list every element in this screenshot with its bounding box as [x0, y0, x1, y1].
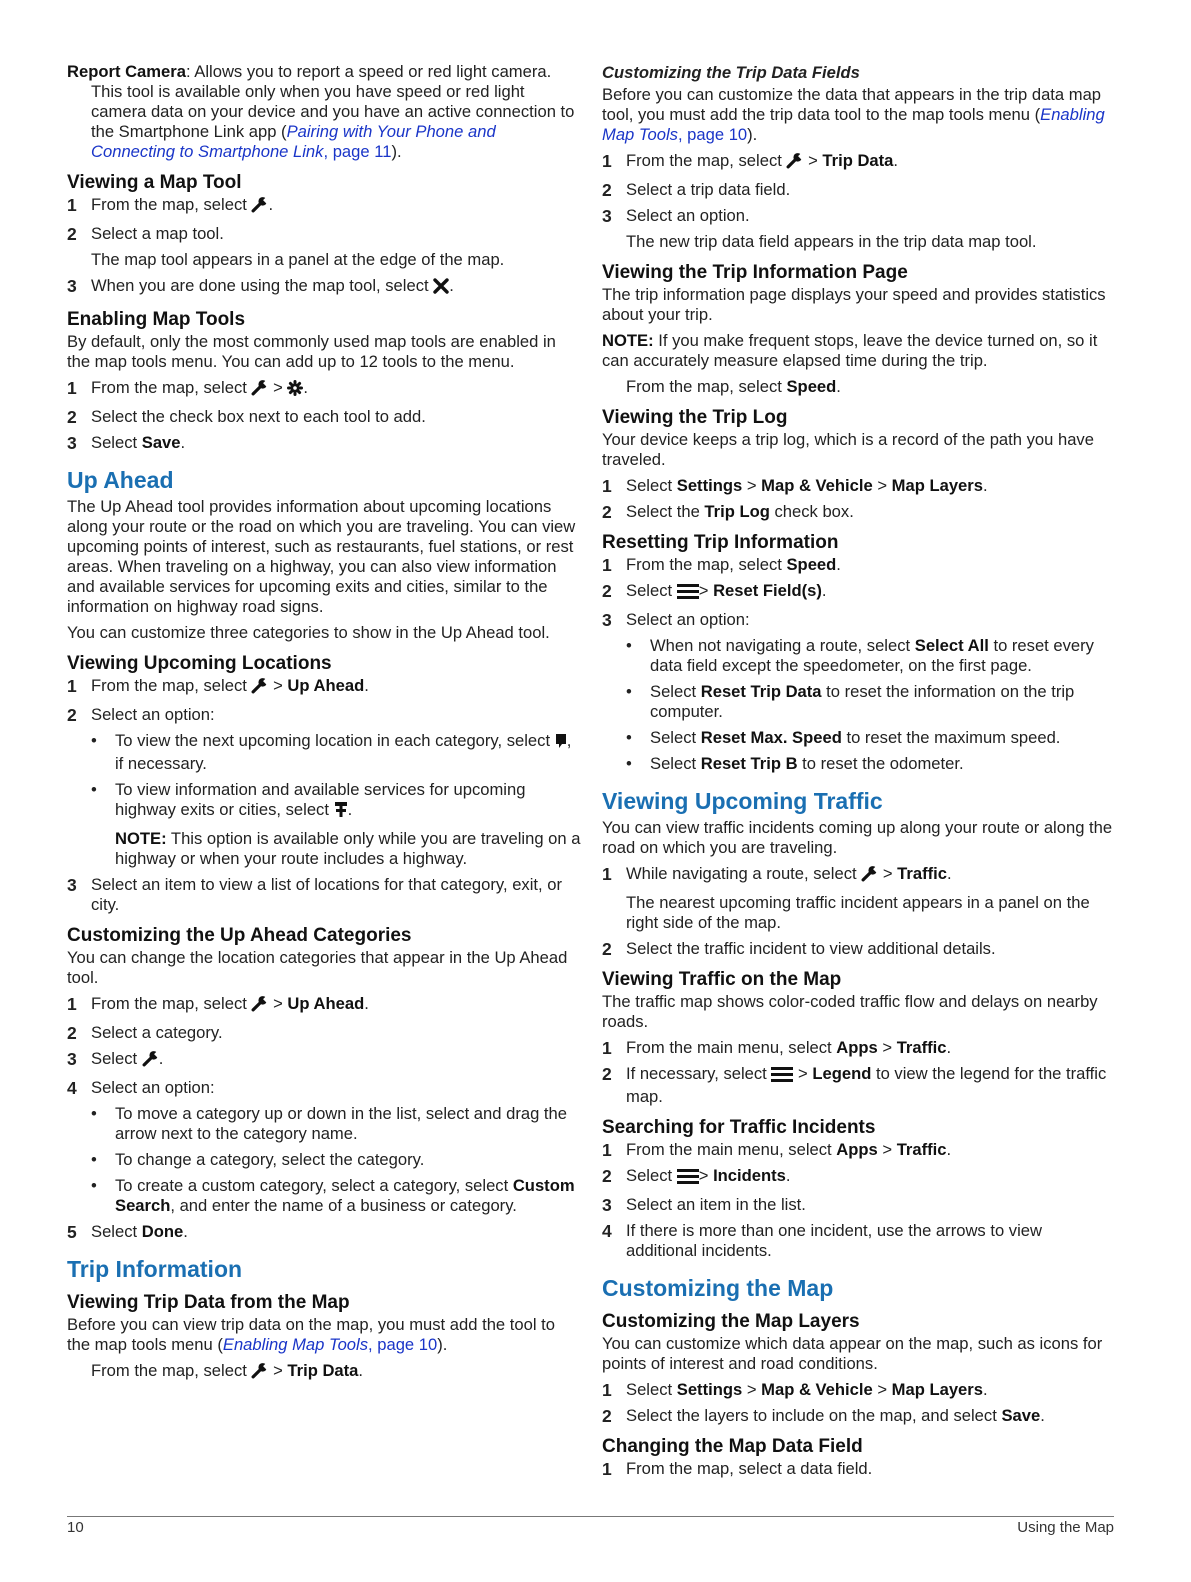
up-ahead-p2: You can customize three categories to show in the Up Ahead tool.: [67, 623, 550, 642]
step: 1 While navigating a route, select > Traffic.: [602, 864, 1117, 887]
step-text: Select the check box next to each tool to add.: [91, 407, 426, 426]
bullet-item: • To view the next upcoming location in each category, select , if necessary.: [91, 731, 572, 773]
traffic-on-map-heading: Viewing Traffic on the Map: [602, 969, 842, 990]
bullet-text: To change a category, select the category.: [115, 1150, 425, 1169]
up-ahead-heading: Up Ahead: [67, 467, 174, 493]
trip-log-heading: Viewing the Trip Log: [602, 407, 788, 428]
step: 1 From the main menu, select Apps > Traffic.: [602, 1140, 952, 1160]
bullet-text: Select: [650, 754, 701, 773]
step: 3 Select .: [67, 1049, 582, 1072]
note-text: If you make frequent stops, leave the device turned on, so it can accurately measure elapsed time during the trip.: [602, 331, 1098, 370]
step: 2 Select the Trip Log check box.: [602, 502, 854, 522]
ui-label: Incidents: [713, 1166, 786, 1185]
ui-label: Traffic: [896, 1140, 947, 1159]
step: 1 From the map, select Speed.: [602, 555, 841, 575]
step-text: From the map, select: [91, 676, 247, 695]
step: 2 Select > Incidents.: [602, 1166, 1117, 1189]
bullet-text: to reset every data field except the speedometer, on the first page.: [650, 636, 1094, 675]
bullet-text: , and enter the name of a business or category.: [170, 1196, 517, 1215]
wrench-icon: [142, 1050, 159, 1072]
customizing-map-heading: Customizing the Map: [602, 1275, 834, 1301]
step-text: Select a category.: [91, 1023, 223, 1042]
note-text: This option is available only while you are traveling on a highway or when your route includes a highway.: [115, 829, 581, 868]
step: 2 Select the check box next to each tool to add.: [67, 407, 582, 427]
step-text: check box.: [774, 502, 854, 521]
intro-close: ).: [747, 125, 758, 144]
upcoming-traffic-intro: You can view traffic incidents coming up along your route or along the road on which you are traveling.: [602, 818, 1113, 857]
note: [602, 331, 1117, 371]
link-text[interactable]: Enabling Map Tools: [602, 105, 1105, 144]
bullet-item: • Select Reset Trip Data to reset the information on the trip computer.: [626, 682, 1075, 721]
step-text: Select a trip data field.: [626, 180, 791, 199]
intro-text: Before you can view trip data on the map, you must add the tool to the map tools menu (: [67, 1315, 555, 1354]
trip-info-page-intro: The trip information page displays your speed and provides statistics about your trip.: [602, 285, 1106, 324]
map-data-field-heading: Changing the Map Data Field: [602, 1436, 863, 1457]
bullet-item: • Select Reset Max. Speed to reset the maximum speed.: [626, 728, 1061, 747]
step: 1 From the map, select > Up Ahead.: [67, 994, 582, 1017]
bullet-item: • To change a category, select the category.: [67, 1150, 582, 1170]
ui-label: Select All: [914, 636, 989, 655]
step: 3 When you are done using the map tool, select .: [67, 276, 582, 299]
ui-label: Apps: [836, 1140, 878, 1159]
ui-label: Trip Log: [704, 502, 770, 521]
ui-label: Trip Data: [822, 151, 894, 170]
ui-label: Reset Trip B: [700, 754, 798, 773]
step-text: Select an option:: [91, 1078, 215, 1097]
step-text: Select the layers to include on the map, and select: [626, 1406, 997, 1425]
ui-label: Speed: [786, 555, 837, 574]
step-text: Select an item in the list.: [626, 1195, 806, 1214]
step: 2 Select the traffic incident to view additional details.: [602, 939, 1117, 959]
step-text: to view the legend for the traffic map.: [626, 1064, 1107, 1106]
step-text: Select: [626, 1166, 673, 1185]
ui-label: Map Layers: [891, 476, 983, 495]
step-result: The nearest upcoming traffic incident appears in a panel on the right side of the map.: [626, 893, 1090, 932]
trip-log-intro: Your device keeps a trip log, which is a record of the path you have traveled.: [602, 430, 1094, 469]
step: 1 Select Settings > Map & Vehicle > Map Layers.: [602, 1380, 988, 1400]
step-text: From the map, select: [91, 994, 247, 1013]
wrench-icon: [251, 1362, 268, 1384]
ui-label: Save: [141, 433, 181, 452]
ui-label: Trip Data: [287, 1361, 359, 1380]
bullet-item: • When not navigating a route, select Select All to reset every data field except the speedometer, on the first page.: [626, 636, 1094, 675]
step-text: Select: [91, 433, 138, 452]
step: 2 Select a map tool.: [67, 224, 582, 244]
map-layers-intro: You can customize which data appear on the map, such as icons for points of interest and road conditions.: [602, 1334, 1103, 1373]
traffic-on-map-intro: The traffic map shows color-coded traffic flow and delays on nearby roads.: [602, 992, 1098, 1031]
step-text: Select an option.: [626, 206, 750, 225]
bullet-item: • To move a category up or down in the list, select and drag the arrow next to the category name.: [67, 1104, 582, 1144]
step-text: Select: [626, 476, 673, 495]
viewing-map-tool-heading: Viewing a Map Tool: [67, 172, 242, 193]
map-layers-heading: Customizing the Map Layers: [602, 1311, 860, 1332]
step-text: Select the: [626, 502, 700, 521]
step: 1 From the map, select > Trip Data.: [602, 151, 1117, 174]
step: 1 From the map, select a data field.: [602, 1459, 1117, 1479]
step-text: While navigating a route, select: [626, 864, 857, 883]
left-column: [67, 62, 582, 1390]
step: 5 Select Done.: [67, 1222, 188, 1242]
ui-label: Reset Field(s): [713, 581, 822, 600]
resetting-trip-heading: Resetting Trip Information: [602, 532, 839, 553]
enabling-map-tools-intro: By default, only the most commonly used map tools are enabled in the map tools menu. You can add up to 12 tools to the menu.: [67, 332, 556, 371]
step-text: Select an option:: [626, 610, 750, 629]
step: 3 Select an item in the list.: [602, 1195, 1117, 1215]
bullet-text: to reset the information on the trip computer.: [650, 682, 1075, 721]
intro-text: Before you can customize the data that appears in the trip data map tool, you must add the trip data tool to the map tools menu (: [602, 85, 1102, 124]
bullet-text: , if necessary.: [115, 731, 572, 773]
step-text: Select a map tool.: [91, 224, 224, 243]
bullet-item: • Select Reset Trip B to reset the odometer.: [626, 754, 964, 773]
step: 2 Select the layers to include on the map, and select Save.: [602, 1406, 1045, 1426]
report-camera-close: ).: [391, 142, 402, 161]
wrench-icon: [861, 865, 878, 887]
right-column: [602, 62, 1117, 1485]
wrench-icon: [251, 196, 268, 218]
step: 2 Select an option:: [67, 705, 582, 725]
searching-incidents-heading: Searching for Traffic Incidents: [602, 1117, 876, 1138]
wrench-icon: [251, 995, 268, 1017]
trip-info-page-heading: Viewing the Trip Information Page: [602, 262, 908, 283]
step-text: From the main menu, select: [626, 1038, 832, 1057]
bullet-text: to reset the odometer.: [797, 754, 964, 773]
step: 1 Select Settings > Map & Vehicle > Map Layers.: [602, 476, 988, 496]
customizing-up-ahead-intro: You can change the location categories that appear in the Up Ahead tool.: [67, 948, 568, 987]
menu-icon: [677, 1168, 699, 1189]
customizing-trip-fields-intro: [602, 85, 1117, 145]
note: [67, 829, 582, 869]
wrench-icon: [251, 677, 268, 699]
wrench-icon: [251, 379, 268, 401]
step: 1 From the map, select .: [67, 195, 582, 218]
step-text: If there is more than one incident, use the arrows to view additional incidents.: [626, 1221, 1042, 1260]
step-text: Select the traffic incident to view additional details.: [626, 939, 996, 958]
intro-close: ).: [437, 1335, 448, 1354]
report-camera-desc: : Allows you to report a speed or red light camera. This tool is available only when you have speed or red light camera data on your device and you have an active connection to the Smartphone Link app (: [91, 62, 575, 141]
step: 4 Select an option:: [67, 1078, 582, 1098]
wrench-icon: [786, 152, 803, 174]
trip-information-heading: Trip Information: [67, 1256, 243, 1282]
viewing-trip-data-intro: [67, 1315, 582, 1355]
step-text: From the map, select: [91, 195, 247, 214]
step: 3 Select an item to view a list of locations for that category, exit, or city.: [67, 875, 582, 915]
menu-icon: [771, 1066, 793, 1087]
ui-label: Reset Max. Speed: [700, 728, 842, 747]
step-text: If necessary, select: [626, 1064, 767, 1083]
ui-label: Apps: [836, 1038, 878, 1057]
step-text: Select an option:: [91, 705, 215, 724]
link-page[interactable]: , page 10: [368, 1335, 438, 1354]
ui-label: Traffic: [897, 864, 947, 883]
customizing-trip-fields-heading: Customizing the Trip Data Fields: [602, 63, 860, 82]
bullet-text: Select: [650, 728, 701, 747]
step-text: When you are done using the map tool, select: [91, 276, 429, 295]
step-result: The new trip data field appears in the trip data map tool.: [626, 232, 1037, 251]
close-x-icon: [433, 278, 449, 299]
pairing-link-page[interactable]: , page 11: [323, 142, 392, 161]
up-ahead-p1: The Up Ahead tool provides information about upcoming locations along your route or the road on which you are traveling. You can view upcoming points of interest, such as restaurants, fuel stations, or rest areas. When traveling on a highway, you can also view information and available services for upcoming exits and cities, similar to the information on highway road signs.: [67, 497, 576, 616]
step-result: From the map, select Speed.: [626, 377, 841, 396]
step: 1 From the map, select > Up Ahead.: [67, 676, 582, 699]
bullet-item: • To create a custom category, select a category, select Custom Search, and enter the name of a business or category.: [91, 1176, 575, 1215]
step: 3 Select an option.: [602, 206, 1117, 226]
step-text: Select: [626, 581, 673, 600]
upcoming-traffic-heading: Viewing Upcoming Traffic: [602, 788, 883, 814]
step-text: Select: [626, 1380, 673, 1399]
ui-label: Legend: [812, 1064, 872, 1083]
step: 2 If necessary, select > Legend to view the legend for the traffic map.: [602, 1064, 1107, 1106]
bullet-item: • To view information and available services for upcoming highway exits or cities, select .: [67, 780, 582, 823]
ui-label: Done: [141, 1222, 184, 1241]
link-page[interactable]: , page 10: [677, 125, 748, 144]
bullet-text: To view the next upcoming location in each category, select: [115, 731, 551, 750]
ui-label: Save: [1001, 1406, 1041, 1425]
ui-label: Up Ahead: [287, 676, 365, 695]
bullet-text: Select: [650, 682, 701, 701]
step-text: Select: [91, 1049, 138, 1068]
ui-label: Map & Vehicle: [761, 476, 873, 495]
bullet-text: to reset the maximum speed.: [841, 728, 1061, 747]
bullet-text: When not navigating a route, select: [650, 636, 915, 655]
step-text: From the main menu, select: [626, 1140, 832, 1159]
step-text: Select an item to view a list of locations for that category, exit, or city.: [91, 875, 562, 914]
step: 2 Select > Reset Field(s).: [602, 581, 1117, 604]
marker-icon: [555, 733, 567, 754]
ui-label: Custom Search: [115, 1176, 575, 1215]
step-result: The map tool appears in a panel at the edge of the map.: [91, 250, 505, 269]
step: 2 Select a trip data field.: [602, 180, 1117, 200]
gear-icon: [287, 380, 303, 401]
ui-label: Traffic: [896, 1038, 947, 1057]
ui-label: Settings: [676, 476, 743, 495]
step-result: From the map, select > Trip Data.: [67, 1361, 582, 1384]
viewing-upcoming-heading: Viewing Upcoming Locations: [67, 653, 332, 674]
enabling-map-tools-heading: Enabling Map Tools: [67, 309, 246, 330]
menu-icon: [677, 583, 699, 604]
step-text: From the map, select: [626, 151, 782, 170]
ui-label: Speed: [786, 377, 837, 396]
customizing-up-ahead-heading: Customizing the Up Ahead Categories: [67, 925, 412, 946]
exit-sign-icon: [334, 801, 348, 823]
ui-label: Up Ahead: [287, 994, 365, 1013]
step-text: From the map, select: [626, 377, 782, 396]
bullet-text: To create a custom category, select a category, select: [115, 1176, 513, 1195]
step: 3 Select an option:: [602, 610, 1117, 630]
note-label: NOTE:: [115, 829, 167, 848]
step: 1 From the map, select > .: [67, 378, 582, 401]
step-text: From the map, select: [91, 378, 247, 397]
ui-label: Settings: [676, 1380, 743, 1399]
bullet-text: To view information and available services for upcoming highway exits or cities, select: [115, 780, 526, 819]
page-footer: [67, 1516, 1114, 1536]
step: 3 Select Save.: [67, 433, 186, 453]
enabling-map-tools-link[interactable]: [223, 1335, 437, 1354]
page-number: 10: [67, 1519, 84, 1536]
step: 2 Select a category.: [67, 1023, 582, 1043]
ui-label: Map Layers: [891, 1380, 983, 1399]
step: 4 If there is more than one incident, use the arrows to view additional incidents.: [602, 1221, 1117, 1261]
step-text: From the map, select: [91, 1361, 247, 1380]
link-text[interactable]: Enabling Map Tools: [222, 1335, 369, 1354]
ui-label: Map & Vehicle: [761, 1380, 873, 1399]
note-label: NOTE:: [602, 331, 654, 350]
report-camera-term: Report Camera: [67, 62, 186, 81]
step-text: From the map, select a data field.: [626, 1459, 873, 1478]
step-text: Select: [91, 1222, 138, 1241]
step: 1 From the main menu, select Apps > Traffic.: [602, 1038, 952, 1058]
pairing-link-text[interactable]: Pairing with Your Phone and Connecting to Smartphone Link: [91, 122, 496, 161]
ui-label: Reset Trip Data: [700, 682, 822, 701]
report-camera-definition: [67, 62, 582, 162]
bullet-text: To move a category up or down in the list, select and drag the arrow next to the category name.: [115, 1104, 567, 1143]
footer-section-title: Using the Map: [1017, 1519, 1114, 1536]
viewing-trip-data-heading: Viewing Trip Data from the Map: [67, 1292, 350, 1313]
step-text: From the map, select: [626, 555, 782, 574]
